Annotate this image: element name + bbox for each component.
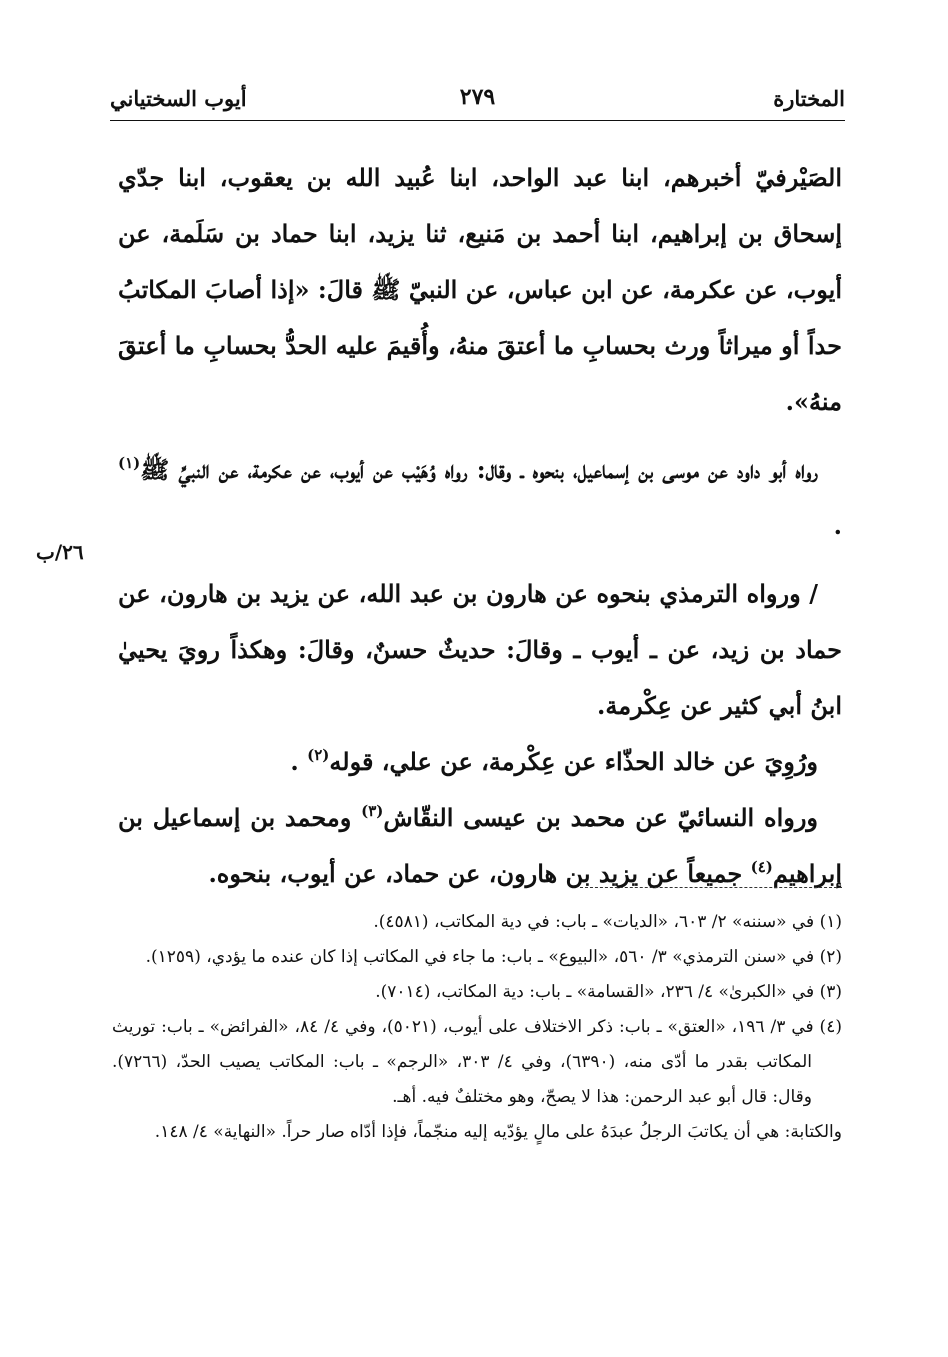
- footnote-4: (٤) في ٣/ ١٩٦، «العتق» ـ باب: ذكر الاختلاف على أيوب، (٥٠٢١)، وفي ٤/ ٨٤، «الفرائض» ـ باب: توريث المكاتب بقدر ما أدّى منه، (٦٣٩٠)، وفي ٤/ ٣٠٣، «الرجم» ـ باب: المكاتب يصيب الحدّ، (٧٢٦٦). وقال: قال أبو عبد الرحمن: هذا لا يصحّ، وهو مختلفٌ فيه. أهـ.: [112, 1017, 842, 1107]
- footnote-separator: [580, 887, 842, 888]
- footnote-ref-1: (١): [118, 454, 141, 472]
- running-header: [110, 82, 845, 118]
- paragraph-tirmidhi: / ورواه الترمذي بنحوه عن هارون بن عبد الله، عن يزيد بن هارون، عن حماد بن زيد، عن ـ أيوب ـ وقالَ: حديثٌ حسنٌ، وقالَ: وهكذاً رويَ يحييٰ ابنُ أبي كثير عن عِكْرمة.: [118, 579, 842, 720]
- footnotes: [112, 905, 842, 1150]
- chapter-title: أيوب السختياني: [110, 86, 247, 111]
- paragraph-khalid-end: .: [290, 747, 299, 776]
- book-title: المختارة: [773, 86, 845, 111]
- page-number: ٢٧٩: [459, 84, 496, 110]
- paragraph-khalid: [118, 734, 842, 790]
- paragraph-nasai-part-c: جميعاً عن يزيد بن هارون، عن حماد، عن أيوب، بنحوه.: [208, 859, 743, 888]
- paragraph-nasai-part-b: ومحمد بن إسماعيل بن إبراهيم: [118, 803, 842, 888]
- paragraph-abu-dawud: [118, 442, 842, 554]
- footnote-1: (١) في «سننه» ٢/ ٦٠٣، «الديات» ـ باب: في دية المكاتب، (٤٥٨١).: [373, 912, 842, 932]
- main-text: [118, 150, 842, 902]
- paragraph-abu-dawud-text: رواه أبو داود عن موسى بن إسماعيل، بنحوه ـ وقال: رواه وُهَيْب عن أيوب، عن عكرمة، عن النبيِّ ﷺ: [140, 455, 818, 484]
- paragraph-nasai: [118, 790, 842, 902]
- paragraph-hadith: الصَيْرفيّ أخبرهم، ابنا عبد الواحد، ابنا عُبيد الله بن يعقوب، ابنا جدّي إسحاق بن إبراهيم، ابنا أحمد بن مَنيع، ثنا يزيد، ابنا حماد بن سَلَمة، عن أيوب، عن عكرمة، عن ابن عباس، عن النبيّ ﷺ قالَ: «إذا أصابَ المكاتبُ حداً أو ميراثاً ورث بحسابِ ما أعتقَ منهُ، وأُقيمَ عليه الحدُّ بحسابِ ما أعتقَ منهُ».: [118, 163, 842, 416]
- paragraph-khalid-text: ورُوِيَ عن خالد الحذّاء عن عِكْرمة، عن علي، قوله: [329, 747, 818, 776]
- footnote-ref-4: (٤): [750, 858, 773, 876]
- header-rule: [110, 120, 845, 121]
- footnote-3: (٣) في «الكبرىٰ» ٤/ ٢٣٦، «القسامة» ـ باب: دية المكاتب، (٧٠١٤).: [375, 982, 842, 1002]
- paragraph-abu-dawud-end: .: [833, 511, 842, 540]
- footnote-ref-2: (٢): [307, 746, 330, 764]
- footnote-definition: والكتابة: هي أن يكاتبَ الرجلُ عبدَهُ على مالٍ يؤدّيه إليه منجّماً، فإذا أدّاه صار حراً. «النهاية» ٤/ ١٤٨.: [154, 1122, 842, 1142]
- paragraph-nasai-part-a: ورواه النسائيّ عن محمد بن عيسى النقّاش: [383, 803, 819, 832]
- footnote-2: (٢) في «سنن الترمذي» ٣/ ٥٦٠، «البيوع» ـ باب: ما جاء في المكاتب إذا كان عنده ما يؤدي، (١٢٥٩).: [145, 947, 842, 967]
- manuscript-folio-note: ٢٦/ب: [36, 540, 84, 564]
- footnote-ref-3: (٣): [361, 802, 384, 820]
